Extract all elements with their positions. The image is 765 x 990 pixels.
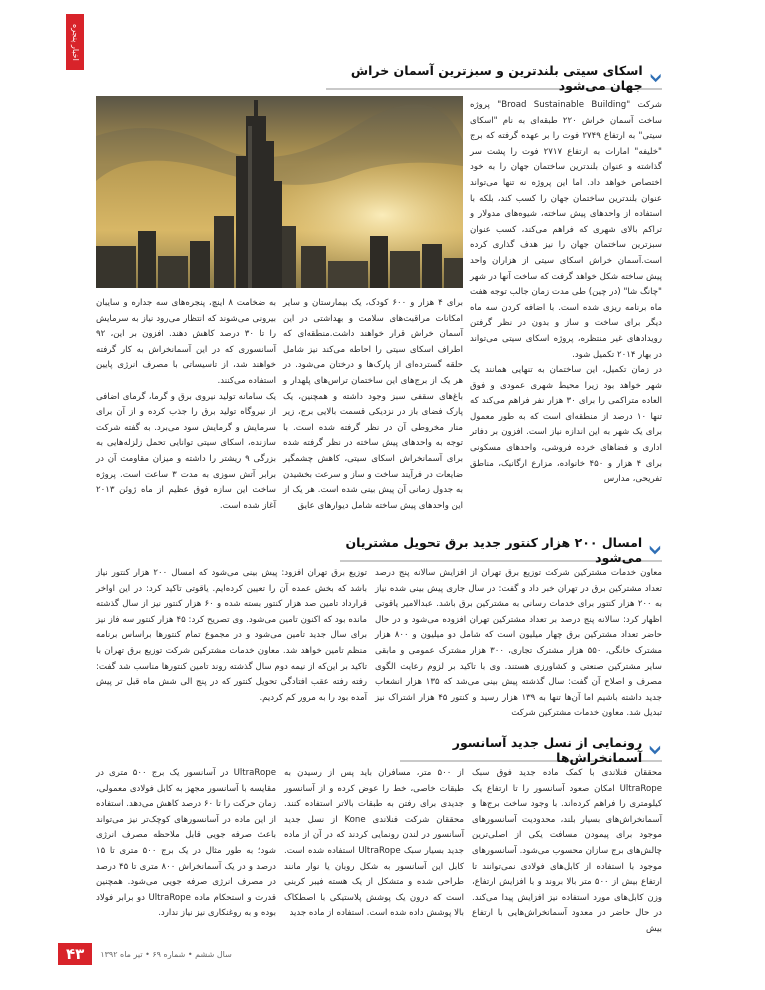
article1-col-left [96,296,276,514]
article1-paragraph-1: شرکت "Broad Sustainable Building" پروژه ساخت آسمان خراش ۲۲۰ طبقه‌ای به نام "اسکای سیتی" به ارتفاع ۲۷۴۹ فوت را بر عهده گرفته که برج "خلیفه" امارات به ارتفاع ۲۷۱۷ فوت را پشت سر گذاشته و عنوان بلندترین ساختمان جهان را به خود اختصاص خواهد داد. اما این پروژه نه تنها می‌تواند عنوان بلندترین ساختمان جهان را کسب کند، بلکه با استفاده از واحدهای پیش ساخته، شیوه‌های مدولار و تراکم بالای شهری که فراهم می‌کند، کسب عنوان سبزترین ساختمان جهان را نیز هدف گذاری کرده است.آسمان خراش اسکای سیتی از هزاران واحد پیش ساخته شکل خواهد گرفت که ساخت آنها در شهر "چانگ شا" (در چین) طی مدت زمان جالب توجه هفت ماه برنامه ریزی شده است. با اضافه کردن سه ماه دیگر برای ساخت و ساز و بدون در نظر گرفتن رویدادهای غیر منتظره، پروژه اسکای سیتی می‌تواند در بهار ۲۰۱۴ تکمیل شود. [470,100,662,360]
article1-paragraph-3: برای ۴ هزار و ۶۰۰ کودک، یک بیمارستان و سایر امکانات مراقبت‌های سلامت و بهداشتی در این آسمان خراش قرار خواهند داشت.منطقه‌ای که اطراف اسکای سیتی را احاطه می‌کند نیز شامل حلقه گسترده‌ای از پارک‌ها و درختان می‌شود. در هر یک از برج‌های این ساختمان تراس‌های پلهدار و باغ‌های سقفی سبز وجود داشته و همچنین، یک پارک فضای باز در نزدیکی قسمت بالایی برج، زیر منار مخروطی آن در نظر گرفته شده است. با توجه به واحدهای پیش ساخته در نظر گرفته شده برای آسمانخراش اسکای سیتی، کاهش چشمگیر ضایعات در فرآیند ساخت و ساز و سرعت بخشیدن به جدول زمانی آن پیش بینی شده است. هر یک از این واحدهای پیش ساخته شامل دیوارهای عایق [283,298,463,511]
article1-paragraph-2: در زمان تکمیل، این ساختمان به تنهایی همانند یک شهر خواهد بود زیرا محیط شهری عمودی و فوق العاده متراکمی را برای ۳۰ هزار نفر فراهم می‌کند که تنها ۱۰ درصد از منطقه‌ای است که به طور معمول برای یک شهر به این اندازه نیاز است. افزون بر دفاتر اداری و فضاهای خرده فروشی، واحدهای مسکونی برای ۴ هزار و ۴۵۰ خانواده، مزارع ارگانیک، مناطق تفریحی، مدارس [470,365,663,485]
chevron-down-icon [649,70,662,86]
article1-title: اسکای سیتی بلندترین و سبزترین آسمان خراش جهان می‌شود [350,63,643,93]
article2-col-right [375,566,662,722]
article3-paragraph-3: UltraRope در آسانسور یک برج ۵۰۰ متری در مقایسه با آسانسور مجهز به کابل فولادی معمولی، زمان حرکت را تا ۶۰ درصد کاهش می‌دهد. استفاده از این ماده در آسانسورهای کوچک‌تر نیز می‌تواند باعث صرفه جویی قابل ملاحظه مصرف انرژی شود؛ به طور مثال در یک برج ۵۰۰ متری تا ۱۵ درصد و در یک آسمانخراش ۸۰۰ متری تا ۴۵ درصد در مصرف انرژی صرفه جویی می‌شود. همچنین قدرت و استحکام ماده UltraRope دو برابر فولاد بوده و به روغنکاری نیز نیاز ندارد. [96,768,276,919]
article1-col-middle [283,296,463,514]
skyscraper-photo [96,96,463,288]
article2-col-left [96,566,367,706]
article2-paragraph-1: معاون خدمات مشترکین شرکت توزیع برق تهران از افزایش سالانه پنج درصد تعداد مشترکین برق در تهران خبر داد و گفت: در سال جاری پیش بینی شده نیاز به ۲۰۰ هزار کنتور برای خدمات رسانی به مشترکین برق باشد. عبدالامیر یاقوتی اظهار کرد: سالانه پنج درصد بر تعداد مشترکین تهران افزوده می‌شود و در حال حاضر تعداد مشترکین برق چهار میلیون است که شامل دو میلیون و ۸۰۰ هزار مشترک خانگی، ۵۵۰ هزار مشترک تجاری، ۳۰۰ هزار مشترک عمومی و مابقی سایر مشترکین صنعتی و کشاورزی هستند. وی با تاکید بر لزوم رعایت الگوی مصرف و اصلاح آن گفت: سال گذشته پیش بینی می‌شد که ۱۳۵ هزار انشعاب جدید داشته باشیم اما آن‌ها تنها به ۱۳۹ هزار رسید و کنتور ۴۵ هزار اشتراک نیز تبدیل شد. معاون خدمات مشترکین شرکت [375,568,662,719]
article1-col-right [470,98,662,488]
article3-title: رونمایی از نسل جدید آسانسور آسمانخراش‌ها [452,735,643,765]
article3-title-bar [400,735,662,765]
issue-info: سال ششم • شماره ۶۹ • تیر ماه ۱۳۹۲ [100,949,232,959]
article3-col-middle [284,766,464,922]
article2-title-bar [340,535,662,565]
article1-title-bar [326,63,662,93]
article3-col-right [472,766,662,938]
page-number: ۴۳ [58,943,92,965]
chevron-down-icon [648,742,662,758]
article2-paragraph-2: توزیع برق تهران افزود: پیش بینی می‌شود که امسال ۲۰۰ هزار کنتور نیاز باشد که بخش عمده آن را تعیین کرده‌ایم. یاقوتی تاکید کرد: در این اواخر قرارداد تامین صد هزار کنتور بسته شده و ۶۰ هزار کنتور نیز از سال گذشته مانده بود که اکنون تامین می‌شود. وی تصریح کرد: ۴۵ هزار کنتور سه فاز نیز برای سال جدید تامین می‌شود و در مجموع تمام کنتورها براساس برنامه منظم تامین خواهد شد. معاون خدمات مشترکین شرکت توزیع برق تهران با تاکید بر این‌که از نیمه دوم سال گذشته روند تامین کنتورها مناسب شد گفت: رفته رفته عقب افتادگی تحویل کنتور که در پنج الی شش ماه قبل تر پیش آمده بود را به مرور کم کردیم. [96,568,368,703]
article3-paragraph-2: از ۵۰۰ متر، مسافران باید پس از رسیدن به طبقات خاصی، خط را عوض کرده و از آسانسور جدیدی برای رفتن به طبقات بالاتر استفاده کنند. محققان شرکت فنلاندی Kone از نسل جدید آسانسور در لندن رونمایی کردند که در آن از ماده جدید بسیار سبک UltraRope استفاده شده است. کابل این آسانسور به شکل روبان یا نوار مانند طراحی شده و متشکل از یک هسته فیبر کربنی است که درون یک پوشش پلاستیکی با اصطکاک بالا پوشش داده شده است. استفاده از ماده جدید [284,768,465,919]
section-tab: اخبار پنجره [66,14,84,70]
article3-paragraph-1: محققان فنلاندی با کمک ماده جدید فوق سبک UltraRope امکان صعود آسانسور را تا ارتفاع یک کیلومتری را فراهم کرده‌اند. با وجود ساخت برج‌ها و آسمانخراش‌های بسیار بلند، محدودیت آسانسورهای موجود برای پیمودن مسافت یکی از اصلی‌ترین چالش‌های برج سازان محسوب می‌شود. آسانسورهای موجود با استفاده از کابل‌های فولادی نمی‌توانند تا ارتفاع بیش از ۵۰۰ متر بالا بروند و با افزایش ارتفاع، وزن کابل‌های مورد استفاده نیز افزایش پیدا می‌کند. در حال حاضر در معدود آسمانخراش‌هایی با ارتفاع بیش [472,768,662,934]
article1-paragraph-5: یک سامانه تولید نیروی برق و گرما، گرمای اضافی از نیروگاه تولید برق را جذب کرده و از آن برای سرمایش و گرمایش سود می‌برد. به گفته شرکت سازنده، اسکای سیتی توانایی تحمل زلزله‌هایی به بزرگی ۹ ریشتر را داشته و میزان مقاومت آن در برابر آتش سوزی به مدت ۳ ساعت است. پروژه ساخت این سازه فوق عظیم از ماه ژوئن ۲۰۱۳ آغاز شده است. [96,391,276,511]
article1-paragraph-4: به ضخامت ۸ اینچ، پنجره‌های سه جداره و سایبان بیرونی می‌شوند که انتظار می‌رود نیاز به سرمایش را تا ۳۰ درصد کاهش دهند. افزون بر این، ۹۲ آسانسوری که در این آسمانخراش به کار گرفته خواهند شد، از تاسیساتی با مصرف انرژی پایین استفاده می‌کنند. [96,298,276,386]
chevron-down-icon [648,542,662,558]
article3-col-left [96,766,276,922]
page-footer [58,943,232,965]
article2-title: امسال ۲۰۰ هزار کنتور جدید برق تحویل مشتریان می‌شود [345,535,643,565]
